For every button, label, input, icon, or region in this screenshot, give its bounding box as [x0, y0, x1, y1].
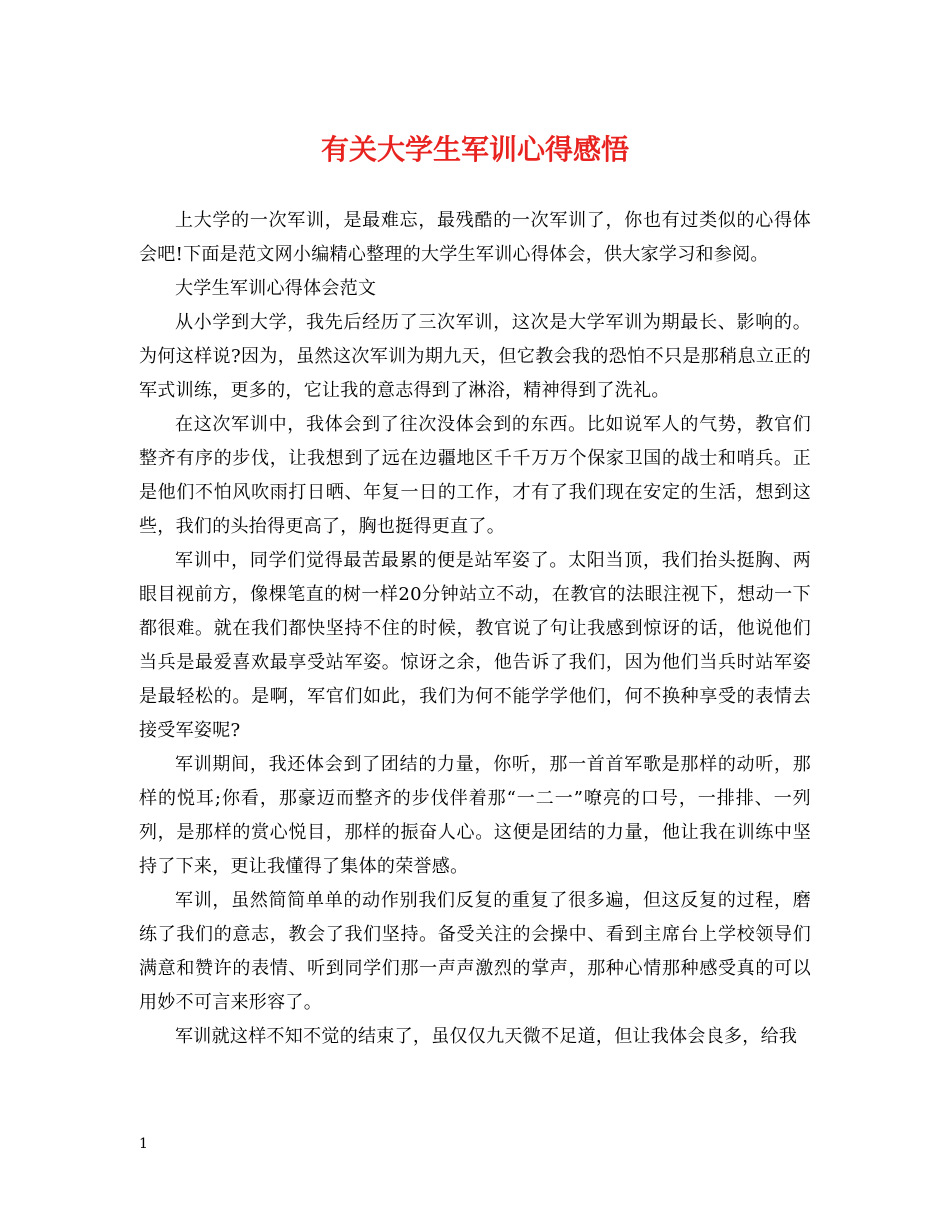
body-paragraph: 军训，虽然简简单单的动作别我们反复的重复了很多遍，但这反复的过程，磨练了我们的意志，教会了我们坚持。备受关注的会操中、看到主席台上学校领导们满意和赞许的表情、听到同学们那一声声激烈的掌声，那种心情那种感受真的可以用妙不可言来形容了。 [139, 890, 811, 1013]
body-paragraph: 军训期间，我还体会到了团结的力量，你听，那一首首军歌是那样的动听，那样的悦耳;你看，那豪迈而整齐的步伐伴着那“一二一”嘹亮的口号，一排排、一列列，是那样的赏心悦目，那样的振奋人心。这便是团结的力量，他让我在训练中坚持了下来，更让我懂得了集体的荣誉感。 [139, 754, 811, 877]
document-title: 有关大学生军训心得感悟 [320, 133, 629, 166]
page-number: 1 [139, 1136, 148, 1152]
document-body [139, 204, 811, 1054]
body-paragraph: 在这次军训中，我体会到了往次没体会到的东西。比如说军人的气势，教官们整齐有序的步伐，让我想到了远在边疆地区千千万万个保家卫国的战士和哨兵。正是他们不怕风吹雨打日晒、年复一日的工作，才有了我们现在安定的生活，想到这些，我们的头抬得更高了，胸也挺得更直了。 [139, 414, 811, 537]
body-paragraph: 从小学到大学，我先后经历了三次军训，这次是大学军训为期最长、影响的。为何这样说?因为，虽然这次军训为期九天，但它教会我的恐怕不只是那稍息立正的军式训练，更多的，它让我的意志得到了淋浴，精神得到了洗礼。 [139, 312, 811, 401]
body-paragraph: 军训中，同学们觉得最苦最累的便是站军姿了。太阳当顶，我们抬头挺胸、两眼目视前方，像棵笔直的树一样20分钟站立不动，在教官的法眼注视下，想动一下都很难。就在我们都快坚持不住的时候，教官说了句让我感到惊讶的话，他说他们当兵是最爱喜欢最享受站军姿。惊讶之余，他告诉了我们，因为他们当兵时站军姿是最轻松的。是啊，军官们如此，我们为何不能学学他们，何不换种享受的表情去接受军姿呢? [139, 550, 811, 741]
body-paragraph: 军训就这样不知不觉的结束了，虽仅仅九天微不足道，但让我体会良多，给我 [175, 1026, 798, 1047]
intro-paragraph: 上大学的一次军训，是最难忘，最残酷的一次军训了，你也有过类似的心得体会吧!下面是范文网小编精心整理的大学生军训心得体会，供大家学习和参阅。 [139, 210, 811, 265]
section-heading: 大学生军训心得体会范文 [175, 278, 377, 299]
